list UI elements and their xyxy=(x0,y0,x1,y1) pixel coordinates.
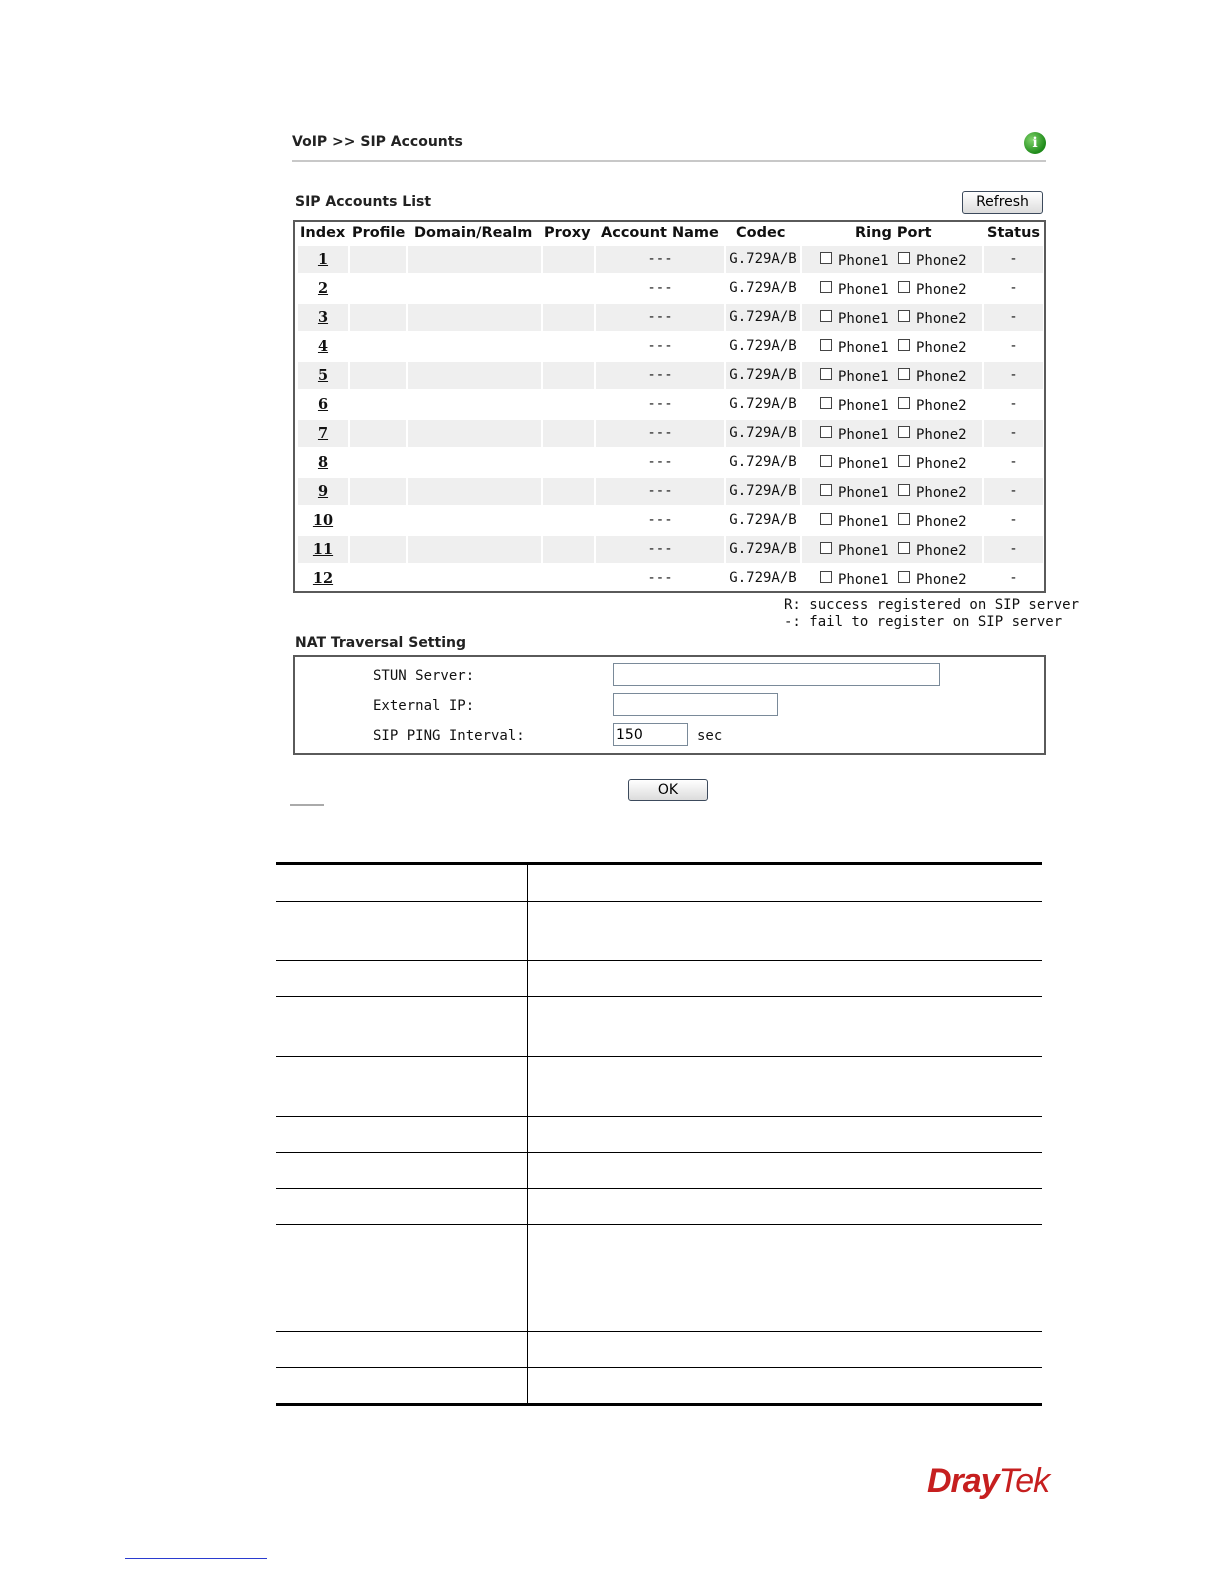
cropped-edge-mark xyxy=(290,804,324,806)
table-row xyxy=(298,420,1043,447)
row-proxy xyxy=(543,536,594,563)
row-account-name: --- xyxy=(596,478,724,505)
row-account-name: --- xyxy=(596,536,724,563)
phone2-label: Phone2 xyxy=(916,514,967,530)
table-rule xyxy=(276,1224,1042,1225)
phone1-checkbox[interactable] xyxy=(820,571,832,583)
description-table xyxy=(276,862,1042,1406)
row-status: - xyxy=(1009,454,1018,470)
row-proxy xyxy=(543,420,594,447)
row-domain xyxy=(408,391,541,418)
row-status: - xyxy=(1009,396,1018,412)
row-profile xyxy=(350,275,406,302)
phone2-checkbox[interactable] xyxy=(898,571,910,583)
phone2-checkbox[interactable] xyxy=(898,310,910,322)
row-index-link[interactable]: 4 xyxy=(317,338,329,355)
table-row xyxy=(298,246,1043,273)
stun-server-input[interactable] xyxy=(613,663,940,686)
phone2-checkbox[interactable] xyxy=(898,339,910,351)
sip-accounts-table xyxy=(293,220,1046,593)
row-index-link[interactable]: 2 xyxy=(317,280,329,297)
phone1-label: Phone1 xyxy=(838,253,889,269)
phone1-checkbox[interactable] xyxy=(820,310,832,322)
phone2-label: Phone2 xyxy=(916,369,967,385)
phone1-checkbox[interactable] xyxy=(820,542,832,554)
row-profile xyxy=(350,449,406,476)
table-row xyxy=(298,565,1043,592)
row-ring-port xyxy=(802,275,982,302)
table-rule xyxy=(276,996,1042,997)
phone2-label: Phone2 xyxy=(916,456,967,472)
phone1-label: Phone1 xyxy=(838,282,889,298)
row-profile xyxy=(350,246,406,273)
accounts-list-title: SIP Accounts List xyxy=(295,194,432,210)
row-proxy xyxy=(543,478,594,505)
row-proxy xyxy=(543,449,594,476)
refresh-button[interactable] xyxy=(962,191,1043,214)
phone1-label: Phone1 xyxy=(838,311,889,327)
row-domain xyxy=(408,304,541,331)
row-index-link[interactable]: 1 xyxy=(298,246,348,273)
phone1-label: Phone1 xyxy=(838,340,889,356)
row-account-name: --- xyxy=(647,570,673,586)
row-status: - xyxy=(1009,570,1018,586)
phone2-label: Phone2 xyxy=(916,427,967,443)
phone1-label: Phone1 xyxy=(838,398,889,414)
row-codec: G.729A/B xyxy=(729,396,797,412)
row-account-name: --- xyxy=(647,338,673,354)
row-index-link[interactable]: 7 xyxy=(298,420,348,447)
header-divider xyxy=(292,160,1046,162)
phone2-checkbox[interactable] xyxy=(898,281,910,293)
table-column-divider xyxy=(527,862,528,1406)
table-row xyxy=(298,391,1043,418)
phone2-label: Phone2 xyxy=(916,572,967,588)
col-header-proxy: Proxy xyxy=(544,225,591,241)
table-rule xyxy=(276,862,1042,865)
row-proxy xyxy=(543,304,594,331)
phone1-checkbox[interactable] xyxy=(820,513,832,525)
row-proxy xyxy=(543,507,594,534)
phone1-label: Phone1 xyxy=(838,485,889,501)
row-domain xyxy=(408,333,541,360)
phone1-checkbox[interactable] xyxy=(820,484,832,496)
table-rule xyxy=(276,1152,1042,1153)
stun-server-label: STUN Server: xyxy=(373,668,475,684)
phone2-label: Phone2 xyxy=(916,253,967,269)
col-header-index: Index xyxy=(300,225,346,241)
row-status: - xyxy=(984,304,1043,331)
phone2-checkbox[interactable] xyxy=(898,252,910,264)
phone2-label: Phone2 xyxy=(916,340,967,356)
phone2-checkbox[interactable] xyxy=(898,368,910,380)
refresh-button-label: Refresh xyxy=(976,194,1029,210)
phone1-checkbox[interactable] xyxy=(820,252,832,264)
row-profile xyxy=(350,391,406,418)
row-ring-port xyxy=(802,304,982,331)
table-row xyxy=(298,275,1043,302)
table-rule xyxy=(276,1367,1042,1368)
ok-button[interactable] xyxy=(628,779,708,801)
table-row xyxy=(298,536,1043,563)
col-header-status: Status xyxy=(987,225,1041,241)
row-domain xyxy=(408,449,541,476)
row-index-link[interactable]: 10 xyxy=(312,512,334,529)
draytek-logo: DrayTek xyxy=(927,1462,1050,1500)
row-profile xyxy=(350,507,406,534)
sip-ping-interval-input[interactable] xyxy=(613,723,688,746)
phone1-checkbox[interactable] xyxy=(820,281,832,293)
row-ring-port xyxy=(802,420,982,447)
row-index-link[interactable]: 12 xyxy=(312,570,334,587)
row-codec: G.729A/B xyxy=(726,304,800,331)
row-ring-port xyxy=(802,536,982,563)
legend-registered: R: success registered on SIP server xyxy=(784,597,1080,613)
row-codec: G.729A/B xyxy=(729,454,797,470)
row-account-name: --- xyxy=(647,512,673,528)
row-codec: G.729A/B xyxy=(729,570,797,586)
phone1-checkbox[interactable] xyxy=(820,339,832,351)
row-profile xyxy=(350,333,406,360)
phone1-checkbox[interactable] xyxy=(820,397,832,409)
nat-title: NAT Traversal Setting xyxy=(295,635,466,651)
phone2-label: Phone2 xyxy=(916,398,967,414)
row-ring-port xyxy=(802,507,982,534)
row-ring-port xyxy=(802,478,982,505)
col-header-profile: Profile xyxy=(352,225,406,241)
row-domain xyxy=(408,536,541,563)
phone1-checkbox[interactable] xyxy=(820,368,832,380)
footer-rule xyxy=(125,1558,267,1559)
row-proxy xyxy=(543,362,594,389)
row-account-name: --- xyxy=(596,304,724,331)
row-domain xyxy=(408,420,541,447)
row-domain xyxy=(408,246,541,273)
row-account-name: --- xyxy=(596,420,724,447)
phone2-label: Phone2 xyxy=(916,485,967,501)
phone1-label: Phone1 xyxy=(838,369,889,385)
row-status: - xyxy=(1009,512,1018,528)
breadcrumb: VoIP >> SIP Accounts xyxy=(292,134,463,150)
table-row xyxy=(298,304,1043,331)
table-rule xyxy=(276,960,1042,961)
info-glyph: i xyxy=(1032,135,1038,151)
phone1-label: Phone1 xyxy=(838,427,889,443)
row-ring-port xyxy=(802,449,982,476)
row-account-name: --- xyxy=(596,246,724,273)
col-header-codec: Codec xyxy=(736,225,786,241)
row-codec: G.729A/B xyxy=(726,536,800,563)
row-domain xyxy=(408,565,541,592)
row-status: - xyxy=(984,420,1043,447)
external-ip-input[interactable] xyxy=(613,693,778,716)
row-account-name: --- xyxy=(647,280,673,296)
row-proxy xyxy=(543,275,594,302)
phone1-label: Phone1 xyxy=(838,572,889,588)
row-account-name: --- xyxy=(596,362,724,389)
row-domain xyxy=(408,275,541,302)
row-status: - xyxy=(984,536,1043,563)
phone1-label: Phone1 xyxy=(838,456,889,472)
external-ip-label: External IP: xyxy=(373,698,475,714)
row-status: - xyxy=(984,362,1043,389)
row-domain xyxy=(408,478,541,505)
row-index-link[interactable]: 3 xyxy=(298,304,348,331)
row-codec: G.729A/B xyxy=(726,362,800,389)
col-header-domain: Domain/Realm xyxy=(414,225,533,241)
row-ring-port xyxy=(802,565,982,592)
row-codec: G.729A/B xyxy=(729,512,797,528)
row-status: - xyxy=(1009,338,1018,354)
phone2-checkbox[interactable] xyxy=(898,484,910,496)
row-ring-port xyxy=(802,246,982,273)
row-profile xyxy=(350,536,406,563)
phone2-checkbox[interactable] xyxy=(898,397,910,409)
table-row xyxy=(298,449,1043,476)
table-row xyxy=(298,362,1043,389)
phone2-label: Phone2 xyxy=(916,282,967,298)
row-domain xyxy=(408,362,541,389)
sip-ping-interval-label: SIP PING Interval: xyxy=(373,728,525,744)
row-profile xyxy=(350,420,406,447)
row-profile xyxy=(350,362,406,389)
table-rule xyxy=(276,901,1042,902)
table-row xyxy=(298,478,1043,505)
phone2-checkbox[interactable] xyxy=(898,426,910,438)
row-status: - xyxy=(984,478,1043,505)
table-rule xyxy=(276,1403,1042,1406)
ok-button-label: OK xyxy=(657,782,679,798)
phone2-checkbox[interactable] xyxy=(898,542,910,554)
row-codec: G.729A/B xyxy=(729,280,797,296)
phone2-checkbox[interactable] xyxy=(898,455,910,467)
row-index-link[interactable]: 9 xyxy=(298,478,348,505)
table-rule xyxy=(276,1056,1042,1057)
row-profile xyxy=(350,565,406,592)
col-header-account: Account Name xyxy=(601,225,719,241)
row-index-link[interactable]: 11 xyxy=(298,536,348,563)
phone2-checkbox[interactable] xyxy=(898,513,910,525)
row-account-name: --- xyxy=(647,454,673,470)
row-ring-port xyxy=(802,333,982,360)
phone1-label: Phone1 xyxy=(838,514,889,530)
info-icon[interactable] xyxy=(1024,132,1046,154)
table-rule xyxy=(276,1188,1042,1189)
row-index-link[interactable]: 5 xyxy=(298,362,348,389)
phone2-label: Phone2 xyxy=(916,543,967,559)
row-account-name: --- xyxy=(647,396,673,412)
row-ring-port xyxy=(802,391,982,418)
row-codec: G.729A/B xyxy=(726,478,800,505)
phone1-checkbox[interactable] xyxy=(820,426,832,438)
row-ring-port xyxy=(802,362,982,389)
table-rule xyxy=(276,1331,1042,1332)
legend-failed: -: fail to register on SIP server xyxy=(784,614,1063,630)
row-proxy xyxy=(543,565,594,592)
phone2-label: Phone2 xyxy=(916,311,967,327)
row-codec: G.729A/B xyxy=(726,420,800,447)
row-proxy xyxy=(543,333,594,360)
row-status: - xyxy=(984,246,1043,273)
row-index-link[interactable]: 6 xyxy=(317,396,329,413)
row-domain xyxy=(408,507,541,534)
row-profile xyxy=(350,304,406,331)
row-profile xyxy=(350,478,406,505)
col-header-ring-port: Ring Port xyxy=(855,225,932,241)
phone1-label: Phone1 xyxy=(838,543,889,559)
table-row xyxy=(298,333,1043,360)
row-codec: G.729A/B xyxy=(729,338,797,354)
row-status: - xyxy=(1009,280,1018,296)
row-index-link[interactable]: 8 xyxy=(317,454,329,471)
row-proxy xyxy=(543,391,594,418)
nat-settings-box xyxy=(293,655,1046,755)
table-row xyxy=(298,507,1043,534)
row-codec: G.729A/B xyxy=(726,246,800,273)
table-rule xyxy=(276,1116,1042,1117)
phone1-checkbox[interactable] xyxy=(820,455,832,467)
ping-unit-label: sec xyxy=(697,728,723,744)
row-proxy xyxy=(543,246,594,273)
